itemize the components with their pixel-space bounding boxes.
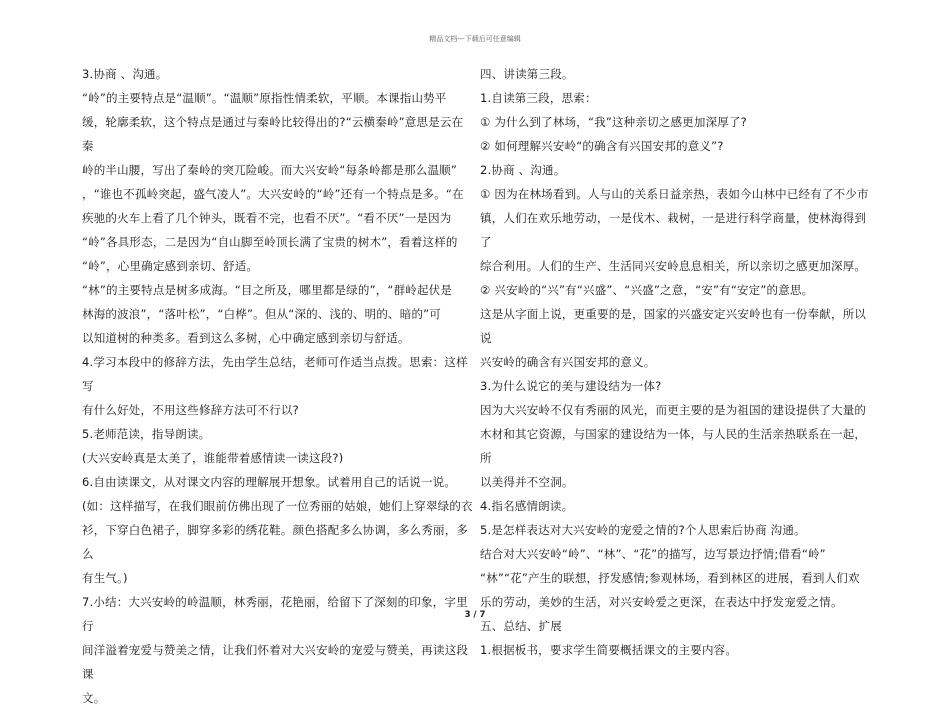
text-line: 间洋溢着宠爱与赞美之情，让我们怀着对大兴安岭的宠爱与赞美，再读这段课 [82, 643, 469, 681]
text-line: 五、总结、扩展 [480, 619, 562, 633]
text-line: 有什么好处，不用这些修辞方法可不行以? [82, 403, 299, 417]
text-line: 6.自由读课文，从对课文内容的理解展开想象。试着用自己的话说一说。 [82, 475, 457, 489]
text-line: ，“谁也不孤岭突起，盛气凌人”。大兴安岭的“岭”还有一个特点是多。“在 [82, 187, 464, 201]
text-line: 四、讲读第三段。 [480, 67, 574, 81]
page-number: 3 / 7 [464, 610, 486, 620]
page-header: 精品文档---下载后可任意编辑 [429, 35, 521, 43]
text-line: 1.根据板书，要求学生简要概括课文的主要内容。 [480, 643, 738, 657]
text-line: 4.学习本段中的修辞方法，先由学生总结，老师可作适当点拨。思索：这样写 [82, 355, 468, 393]
text-line: 3.协商 、沟通。 [82, 67, 168, 81]
text-line: 因为大兴安岭不仅有秀丽的风光，而更主要的是为祖国的建设提供了大量的 [480, 403, 867, 417]
right-column [480, 62, 875, 662]
text-line: ① 因为在林场看到。人与山的关系日益亲热，表如今山林中已经有了不少市 [480, 187, 869, 201]
text-line: 结合对大兴安岭“岭”、“林”、“花”的描写，边写景边抒情;借看“岭” [480, 547, 826, 561]
text-line: 镇，人们在欢乐地劳动，一是伐木、栽树，一是进行科学商量，使林海得到了 [480, 211, 867, 249]
text-line: 这是从字面上说，更重要的是，国家的兴盛安定兴安岭也有一份奉献，所以说 [480, 307, 867, 345]
text-line: “岭”的主要特点是“温顺”。“温顺”原指性情柔软，平顺。本课指山势平 [82, 91, 447, 105]
text-line: ② 如何理解兴安岭“的确含有兴国安邦的意义”? [480, 139, 724, 153]
text-line: 林海的波浪”，“落叶松”，“白桦”。但从“深的、浅的、明的、暗的”可 [82, 307, 442, 321]
text-line: 缓，轮廓柔软，这个特点是通过与秦岭比较得出的?“云横秦岭”意思是云在秦 [82, 115, 464, 153]
text-line: 岭的半山腰，写出了秦岭的突兀险峻。而大兴安岭“每条岭都是那么温顺” [82, 163, 458, 177]
text-line: 5.老师范读，指导朗读。 [82, 427, 211, 441]
text-line: 以知道树的种类多。看到这么多树，心中确定感到亲切与舒适。 [82, 331, 410, 345]
text-line: 兴安岭的确含有兴国安邦的意义。 [480, 355, 656, 369]
text-line: 2.协商 、沟通。 [480, 163, 566, 177]
text-line: “岭”，心里确定感到亲切、舒适。 [82, 259, 259, 273]
text-line: 疾驰的火车上看了几个钟头，既看不完，也看不厌”。“看不厌”一是因为 [82, 211, 452, 225]
text-line: ① 为什么到了林场，“我”这种亲切之感更加深厚了? [480, 115, 747, 129]
text-line: 综合利用。人们的生产、生活同兴安岭息息相关，所以亲切之感更加深厚。 [480, 259, 867, 273]
text-line: 3.为什么说它的美与建设结为一体? [480, 379, 662, 393]
text-line: “林”的主要特点是树多成海。“目之所及，哪里都是绿的”，“群岭起伏是 [82, 283, 453, 297]
text-line: 7.小结：大兴安岭的岭温顺，林秀丽，花艳丽，给留下了深刻的印象，字里行 [82, 595, 468, 633]
text-line: 以美得并不空洞。 [480, 475, 574, 489]
text-line: “岭”各具形态，二是因为“自山脚至岭顶长满了宝贵的树木”，看着这样的 [82, 235, 458, 249]
text-line: 木材和其它资源，与国家的建设结为一体，与人民的生活亲热联系在一起，所 [480, 427, 867, 465]
text-line: (如：这样描写，在我们眼前仿佛出现了一位秀丽的姑娘，她们上穿翠绿的衣 [82, 499, 473, 513]
text-line: 乐的劳动，美妙的生活，对兴安岭爱之更深，在表达中抒发宠爱之情。 [480, 595, 843, 609]
text-line: 有生气。) [82, 571, 128, 585]
text-line: (大兴安岭真是太美了，谁能带着感情读一读这段?) [82, 451, 344, 465]
text-line: “林”“花”产生的联想，抒发感情;参观林场，看到林区的进展，看到人们欢 [480, 571, 860, 585]
text-line: 4.指名感情朗读。 [480, 499, 574, 513]
text-line: 文。 [82, 691, 106, 705]
text-line: 衫，下穿白色裙子，脚穿多彩的绣花鞋。颜色搭配多么协调，多么秀丽，多么 [82, 523, 469, 561]
text-line: ② 兴安岭的“兴”有“兴盛”、“兴盛”之意，“安”有“安定”的意思。 [480, 283, 814, 297]
text-line: 5.是怎样表达对大兴安岭的宠爱之情的?个人思索后协商 沟通。 [480, 523, 806, 537]
text-line: 1.自读第三段，思索： [480, 91, 597, 105]
